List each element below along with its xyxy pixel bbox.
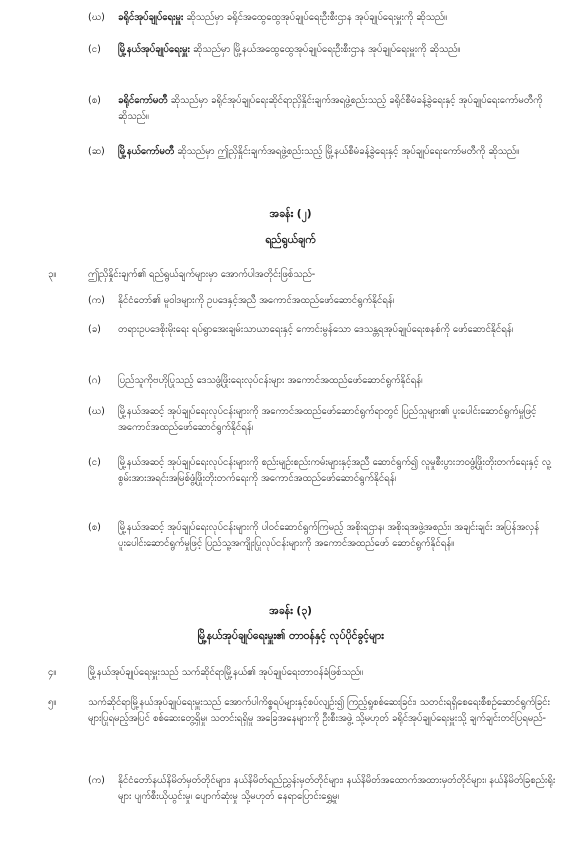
definition-text: ဆိုသည်မှာ ခရိုင်အုပ်ချုပ်ရေးဆိုင်ရာညှိနှိုင်းချက်အရဖွဲ့စည်းသည့် ခရိုင်စီမံခန့်ခွဲရေးနှင့် အုပ်ချုပ်ရေးကော်မတီကို ဆိုသည်။ — [118, 95, 543, 122]
item-text: မြို့နယ်အဆင့် အုပ်ချုပ်ရေးလုပ်ငန်းများကို ပါဝင်ဆောင်ရွက်ကြမည့် အစိုးရဌာန၊ အစိုးရအဖွဲ့အစည်း၊ အချင်းချင်း အပြန်အလှန်ပူးပေါင်းဆောင်ရွက်မှုဖြင့် ပြည်သူ့အကျိုးပြုလုပ်ငန်းများကို အကောင်အထည်ဖော် ဆောင်ရွက်နိုင်ရန်။ — [118, 522, 540, 549]
item-label: (ဃ) — [88, 406, 105, 417]
item-text — [118, 10, 558, 26]
chapter-title: ရည်ရွယ်ချက် — [265, 234, 316, 246]
defined-term: မြို့နယ်အုပ်ချုပ်ရေးမှူး — [118, 44, 190, 55]
objective-item-sa — [88, 520, 558, 552]
paragraph-text: ဤညှိနှိုင်းချက်၏ ရည်ရွယ်ချက်များမှာ အောက်ပါအတိုင်းဖြစ်သည်- — [88, 269, 316, 280]
definition-item-sa — [88, 93, 558, 125]
chapter-title: မြို့နယ်အုပ်ချုပ်ရေးမှူး၏ တာဝန်နှင့် လုပ်ပိုင်ခွင့်များ — [197, 630, 384, 642]
objective-item-kha — [88, 322, 558, 338]
definition-item-hsa — [88, 144, 558, 160]
paragraph-4 — [48, 665, 560, 681]
item-label: (င) — [88, 457, 101, 468]
item-text — [118, 93, 558, 125]
item-label: (က) — [88, 295, 105, 306]
paragraph-text: မြို့နယ်အုပ်ချုပ်ရေးမှူးသည် သက်ဆိုင်ရာမြို့နယ်၏ အုပ်ချုပ်ရေးတာဝန်ခံဖြစ်သည်။ — [88, 667, 363, 678]
item-text: မြို့နယ်အဆင့် အုပ်ချုပ်ရေးလုပ်ငန်းများကို စည်းမျဉ်းစည်းကမ်းများနှင့်အညီ ဆောင်ရွက်၍ လူမှုစီးပွားဘဝဖွံ့ဖြိုးတိုးတက်ရေးနှင့် လူ့စွမ်းအားအရင်းအမြစ်ဖွံ့ဖြိုးတိုးတက်ရေးကို အကောင်အထည်ဖော်ဆောင်ရွက်နိုင်ရန်၊ — [118, 457, 551, 484]
item-label: (ခ) — [88, 324, 101, 335]
definition-text: ဆိုသည်မှာ မြို့နယ်အထွေထွေအုပ်ချုပ်ရေးဦးစီးဌာန အုပ်ချုပ်ရေးမှူးကို ဆိုသည်။ — [189, 44, 461, 55]
objective-item-ga — [88, 373, 558, 389]
chapter-number: အခန်း (၃) — [269, 605, 312, 617]
definition-item-nga — [88, 42, 558, 58]
item-text — [118, 144, 558, 160]
objective-item-gha — [88, 404, 558, 436]
item-label: (ဃ) — [88, 12, 105, 23]
duty-item-ka — [88, 773, 558, 805]
paragraph-text: သက်ဆိုင်ရာမြို့နယ်အုပ်ချုပ်ရေးမှူးသည် အောက်ပါကိစ္စရပ်များနှင့်စပ်လျဉ်း၍ ကြည့်ရှုစစ်ဆေးခြင်း၊ သတင်းရရှိစေရေးစီစဉ်ဆောင်ရွက်ခြင်းများပြုရမည့်အပြင် စစ်ဆေးတွေ့ရှိမှု၊ သတင်းရရှိမှု အခြေအနေများကို ဦးစီးအဖွဲ့ သို့မဟုတ် ခရိုင်အုပ်ချုပ်ရေးမှူးသို့ ချက်ချင်းတင်ပြရမည်- — [88, 697, 550, 724]
item-label: (စ) — [88, 522, 101, 533]
item-label: (က) — [88, 775, 105, 786]
objective-item-nga — [88, 455, 558, 487]
item-text: နိုင်ငံတော်၏ မူဝါဒများကို ဥပဒေနှင့်အညီ အကောင်အထည်ဖော်ဆောင်ရွက်နိုင်ရန်၊ — [118, 295, 395, 306]
paragraph-number: ၅။ — [48, 697, 57, 708]
paragraph-5 — [48, 695, 560, 727]
paragraph-number: ၃။ — [48, 269, 57, 280]
item-text: နိုင်ငံတော်နယ်နိမိတ်မှတ်တိုင်များ၊ နယ်နိမိတ်ရည်ညွှန်းမှတ်တိုင်များ၊ နယ်နိမိတ်အထောက်အထားမှတ်တိုင်များ၊ နယ်နိမိတ်ခြစည်းရိုးများ ပျက်စီးယိုယွင်းမှု၊ ပျောက်ဆုံးမှု သို့မဟုတ် နေရာပြောင်းရွှေ့မှု၊ — [118, 775, 556, 802]
item-label: (ဂ) — [88, 375, 101, 386]
chapter-number: အခန်း (၂) — [269, 208, 312, 220]
item-text: တရားဥပဒေစိုးမိုးရေး ရပ်ရွာအေးချမ်းသာယာရေးနှင့် ကောင်းမွန်သော ဒေသန္တရအုပ်ချုပ်ရေးစနစ်ကို ဖော်ဆောင်နိုင်ရန်၊ — [118, 324, 514, 335]
objective-item-ka — [88, 293, 558, 309]
defined-term: ခရိုင်ကော်မတီ — [118, 95, 168, 106]
item-label: (င) — [88, 44, 101, 55]
definition-text: ဆိုသည်မှာ ခရိုင်အထွေထွေအုပ်ချုပ်ရေးဦးစီးဌာန အုပ်ချုပ်ရေးမှူးကို ဆိုသည်။ — [183, 12, 448, 23]
defined-term: မြို့နယ်ကော်မတီ — [118, 146, 175, 157]
item-text: မြို့နယ်အဆင့် အုပ်ချုပ်ရေးလုပ်ငန်းများကို အကောင်အထည်ဖော်ဆောင်ရွက်ရာတွင် ပြည်သူများ၏ ပူးပေါင်းဆောင်ရွက်မှုဖြင့် အကောင်အထည်ဖော်ဆောင်ရွက်နိုင်ရန်၊ — [118, 406, 537, 433]
definition-text: ဆိုသည်မှာ ဤညှိနှိုင်းချက်အရဖွဲ့စည်းသည့် မြို့နယ်စီမံခန့်ခွဲရေးနှင့် အုပ်ချုပ်ရေးကော်မတီကို ဆိုသည်။ — [174, 146, 520, 157]
item-text: ပြည်သူကိုဗဟိုပြုသည့် ဒေသဖွံ့ဖြိုးရေးလုပ်ငန်းများ အကောင်အထည်ဖော်ဆောင်ရွက်နိုင်ရန်၊ — [118, 375, 423, 386]
item-label: (ဆ) — [88, 146, 105, 157]
item-text — [118, 42, 558, 58]
item-label: (စ) — [88, 95, 101, 106]
defined-term: ခရိုင်အုပ်ချုပ်ရေးမှူး — [118, 12, 184, 23]
paragraph-3 — [48, 267, 560, 283]
paragraph-number: ၄။ — [48, 667, 57, 678]
definition-item-gha — [88, 10, 558, 26]
